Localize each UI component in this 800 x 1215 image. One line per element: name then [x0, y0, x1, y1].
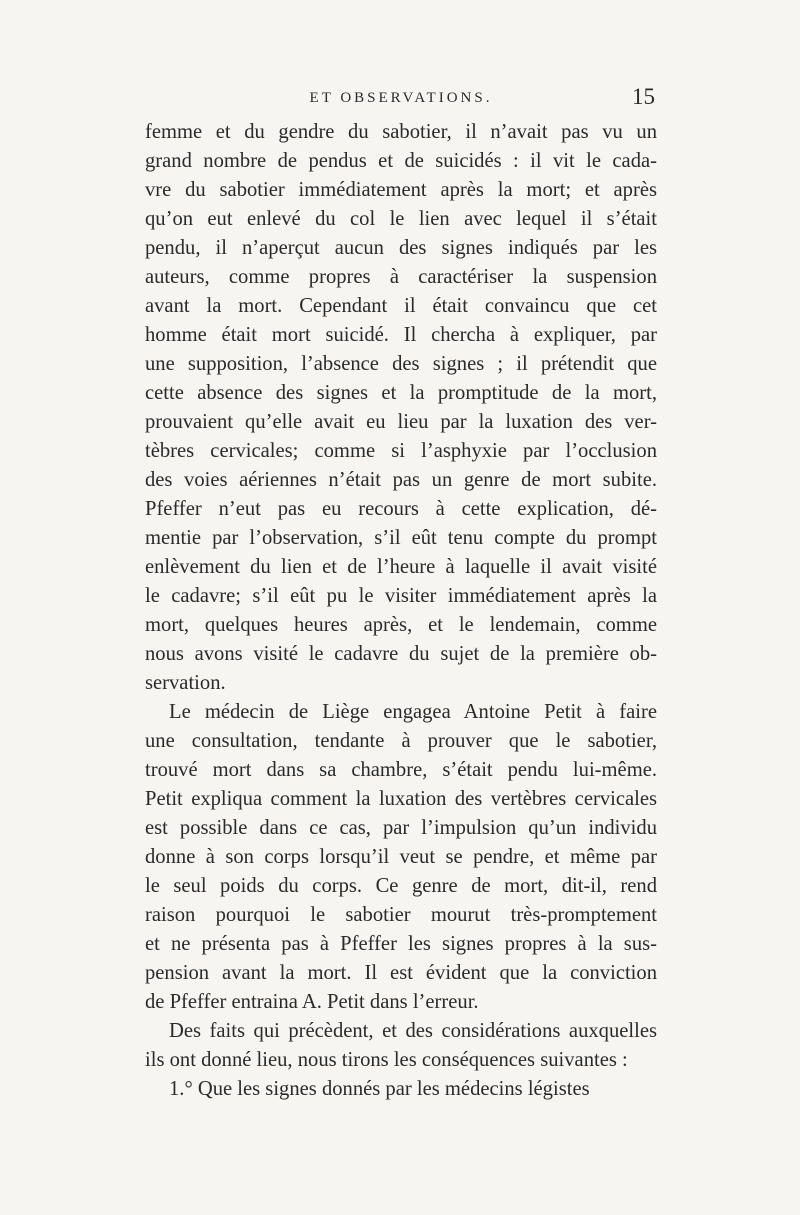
- text-line: pendu, il n’aperçut aucun des signes indiqués par les: [145, 237, 657, 259]
- text-line: des voies aériennes n’était pas un genre de mort subite.: [145, 469, 657, 491]
- page-header: [145, 84, 657, 118]
- paragraph-start-line: Des faits qui précèdent, et des considérations auxquelles: [169, 1020, 657, 1042]
- text-line: nous avons visité le cadavre du sujet de la première ob-: [145, 643, 657, 665]
- body-text: [145, 118, 657, 1104]
- text-line: Petit expliqua comment la luxation des vertèbres cervicales: [145, 788, 657, 810]
- text-line: raison pourquoi le sabotier mourut très-promptement: [145, 904, 657, 926]
- text-line: pension avant la mort. Il est évident que la conviction: [145, 962, 657, 984]
- text-line: homme était mort suicidé. Il chercha à expliquer, par: [145, 324, 657, 346]
- paragraph-start-line: 1.° Que les signes donnés par les médecins légistes: [169, 1078, 590, 1100]
- text-line: le cadavre; s’il eût pu le visiter immédiatement après la: [145, 585, 657, 607]
- text-line: femme et du gendre du sabotier, il n’avait pas vu un: [145, 121, 657, 143]
- text-line: une supposition, l’absence des signes ; il prétendit que: [145, 353, 657, 375]
- running-head: ET OBSERVATIONS.: [309, 90, 493, 106]
- text-line: le seul poids du corps. Ce genre de mort, dit-il, rend: [145, 875, 657, 897]
- text-line: et ne présenta pas à Pfeffer les signes propres à la sus-: [145, 933, 657, 955]
- text-line: cette absence des signes et la promptitude de la mort,: [145, 382, 657, 404]
- paragraph-start-line: Le médecin de Liège engagea Antoine Petit à faire: [169, 701, 657, 723]
- text-line: prouvaient qu’elle avait eu lieu par la luxation des ver-: [145, 411, 657, 433]
- text-line: qu’on eut enlevé du col le lien avec lequel il s’était: [145, 208, 657, 230]
- paragraph-end-line: servation.: [145, 672, 226, 694]
- text-line: trouvé mort dans sa chambre, s’était pendu lui-même.: [145, 759, 657, 781]
- text-line: grand nombre de pendus et de suicidés : il vit le cada-: [145, 150, 657, 172]
- text-line: enlèvement du lien et de l’heure à laquelle il avait visité: [145, 556, 657, 578]
- paragraph-end-line: ils ont donné lieu, nous tirons les conséquences suivantes :: [145, 1049, 628, 1071]
- text-line: vre du sabotier immédiatement après la mort; et après: [145, 179, 657, 201]
- text-line: Pfeffer n’eut pas eu recours à cette explication, dé-: [145, 498, 657, 520]
- text-line: est possible dans ce cas, par l’impulsion qu’un individu: [145, 817, 657, 839]
- text-line: auteurs, comme propres à caractériser la suspension: [145, 266, 657, 288]
- paragraph-end-line: de Pfeffer entraina A. Petit dans l’erreur.: [145, 991, 479, 1013]
- text-line: donne à son corps lorsqu’il veut se pendre, et même par: [145, 846, 657, 868]
- text-line: tèbres cervicales; comme si l’asphyxie par l’occlusion: [145, 440, 657, 462]
- text-line: mentie par l’observation, s’il eût tenu compte du prompt: [145, 527, 657, 549]
- text-line: mort, quelques heures après, et le lendemain, comme: [145, 614, 657, 636]
- page-number: 15: [632, 84, 655, 109]
- text-line: avant la mort. Cependant il était convaincu que cet: [145, 295, 657, 317]
- text-line: une consultation, tendante à prouver que le sabotier,: [145, 730, 657, 752]
